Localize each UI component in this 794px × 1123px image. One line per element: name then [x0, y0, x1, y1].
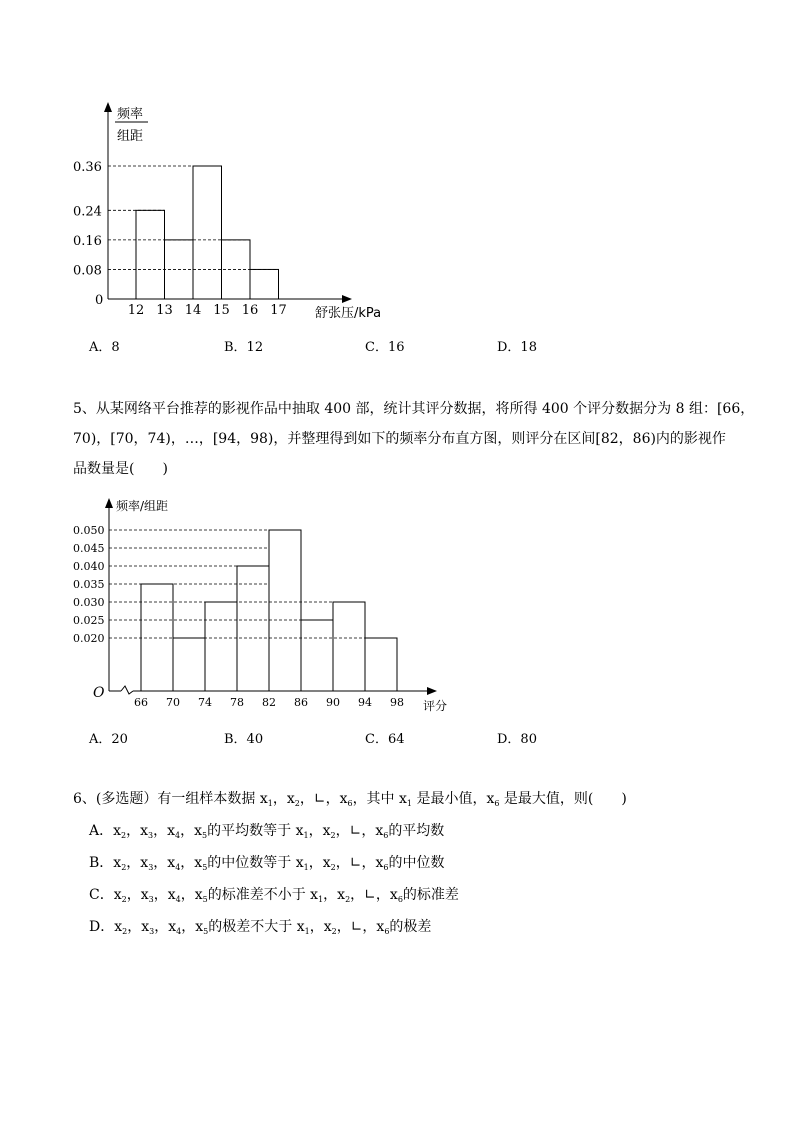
chart1-origin-label: 0: [95, 293, 104, 308]
chart2-x-tick-label: 94: [358, 696, 372, 709]
chart2-y-tick-label: 0.045: [73, 542, 105, 555]
chart1-y-tick-label: 0.16: [73, 233, 102, 249]
q5-option-d[interactable]: D．80: [497, 732, 537, 747]
chart2-bar: [237, 566, 269, 691]
chart1-y-tick-label: 0.24: [73, 204, 102, 220]
chart1-x-tick-label: 16: [241, 303, 259, 318]
q6-stem: 6、(多选题）有一组样本数据 $x_1$，$x_2$，∟，$x_6$，其中 $x_1$ 是最小值，$x_6$ 是最大值，则( ): [73, 791, 627, 808]
q6-option-b[interactable]: B．$x_2$，$x_3$，$x_4$，$x_5$的中位数等于 $x_1$，$x_2$，∟，$x_6$的中位数: [89, 855, 445, 872]
chart2-y-tick-label: 0.025: [73, 614, 105, 627]
chart2-y-tick-label: 0.050: [73, 524, 105, 537]
q5-option-c[interactable]: C．64: [365, 732, 405, 747]
chart1-x-tick-label: 17: [270, 303, 287, 318]
chart1-ylabel-bottom: 组距: [117, 129, 144, 144]
q6-option-a[interactable]: A．$x_2$，$x_3$，$x_4$，$x_5$的平均数等于 $x_1$，$x_2$，∟，$x_6$的平均数: [89, 823, 445, 840]
chart1-y-arrow: [104, 102, 112, 112]
chart2-y-tick-label: 0.030: [73, 596, 105, 609]
q5-stem-line2: 70)，[70，74)，…，[94，98)，并整理得到如下的频率分布直方图，则评分在区间[82，86)内的影视作: [73, 431, 726, 447]
histogram-rating: [0, 490, 460, 720]
chart1-x-tick-label: 15: [213, 303, 230, 318]
chart1-x-tick-label: 14: [184, 303, 202, 318]
chart2-axis-break: [121, 686, 133, 694]
chart2-x-tick-label: 70: [166, 696, 180, 709]
q5-stem-line3: 品数量是( ): [73, 461, 168, 477]
chart2-x-tick-label: 98: [390, 696, 404, 709]
chart2-x-tick-label: 66: [134, 696, 148, 709]
chart2-bar: [333, 602, 365, 691]
q4-option-d[interactable]: D．18: [497, 340, 537, 355]
q6-option-c[interactable]: C．$x_2$，$x_3$，$x_4$，$x_5$的标准差不小于 $x_1$，$x_2$，∟，$x_6$的标准差: [89, 887, 459, 904]
chart2-bar: [301, 620, 333, 691]
chart1-x-tick-label: 13: [156, 303, 173, 318]
chart2-y-tick-label: 0.020: [73, 632, 105, 645]
q6-option-d[interactable]: D．$x_2$，$x_3$，$x_4$，$x_5$的极差不大于 $x_1$，$x_2$，∟，$x_6$的极差: [89, 919, 432, 936]
q5-option-a[interactable]: A．20: [89, 732, 128, 747]
chart2-ylabel: 频率/组距: [116, 499, 169, 513]
chart1-bar: [250, 269, 279, 299]
chart2-bar: [141, 584, 173, 691]
chart2-bar: [365, 638, 397, 691]
chart2-origin-label: O: [93, 685, 105, 701]
chart2-x-tick-label: 78: [230, 696, 244, 709]
chart2-y-arrow: [105, 498, 113, 508]
chart1-xlabel: 舒张压/kPa: [315, 306, 382, 321]
chart2-bar: [205, 602, 237, 691]
chart2-y-tick-label: 0.040: [73, 560, 105, 573]
chart1-ylabel-top: 频率: [117, 107, 144, 122]
q4-option-b[interactable]: B．12: [224, 340, 264, 355]
chart2-x-tick-label: 82: [262, 696, 276, 709]
q5-stem-line1: 5、从某网络平台推荐的影视作品中抽取 400 部，统计其评分数据，将所得 400 个评分数据分为 8 组：[66，: [73, 401, 755, 417]
chart1-bar: [136, 210, 165, 299]
histogram-diastolic-pressure: [0, 95, 420, 325]
chart1-bar: [193, 166, 222, 299]
chart2-y-tick-label: 0.035: [73, 578, 105, 591]
q4-option-c[interactable]: C．16: [365, 340, 405, 355]
chart2-x-tick-label: 74: [198, 696, 212, 709]
chart1-y-tick-label: 0.36: [73, 160, 102, 175]
chart1-x-tick-label: 12: [127, 303, 145, 318]
q4-option-a[interactable]: A．8: [89, 340, 120, 355]
chart2-bar: [269, 530, 301, 691]
chart2-x-tick-label: 90: [326, 696, 340, 709]
chart2-x-arrow: [427, 687, 437, 695]
chart1-y-tick-label: 0.08: [73, 263, 102, 279]
chart1-x-arrow: [342, 295, 352, 303]
chart2-xlabel: 评分: [423, 699, 448, 713]
chart2-x-tick-label: 86: [294, 696, 308, 709]
chart2-bar: [173, 638, 205, 691]
q5-option-b[interactable]: B．40: [224, 732, 264, 747]
